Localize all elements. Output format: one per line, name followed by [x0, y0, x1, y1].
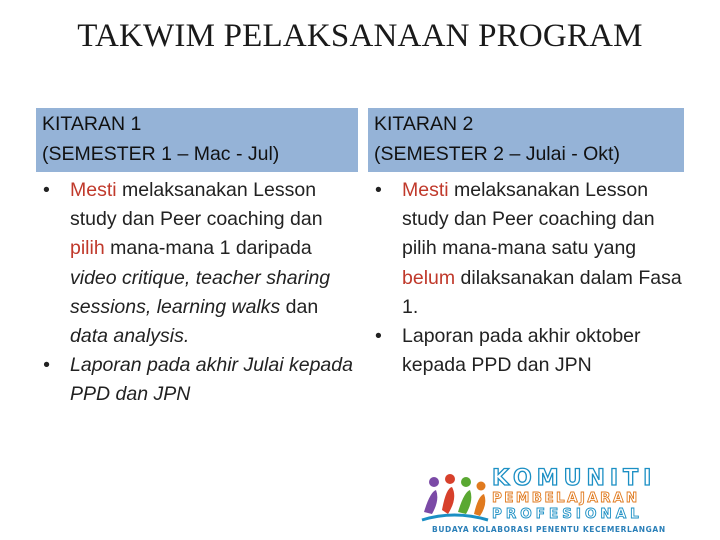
emphasis-text: Mesti	[402, 179, 449, 201]
logo-text-komuniti: KOMUNITI	[492, 466, 657, 491]
logo-text-profesional: PROFESIONAL	[492, 506, 643, 522]
column-header-kitaran-1	[36, 108, 358, 172]
body-text: melaksanakan Lesson study dan Peer coaching dan pilih mana-mana satu yang	[402, 179, 655, 260]
italic-text: data analysis.	[70, 325, 190, 348]
emphasis-text: pilih	[70, 237, 105, 260]
column-header-title: KITARAN 1	[42, 113, 142, 135]
logo-text-pembelajaran: PEMBELAJARAN	[492, 490, 640, 506]
column-body-kitaran-1	[40, 176, 358, 410]
body-text: dilaksanakan dalam Fasa 1.	[402, 266, 682, 318]
body-text: Laporan pada akhir Julai kepada PPD dan JPN	[70, 354, 353, 406]
emphasis-text: Mesti	[70, 179, 117, 201]
body-text: Laporan pada akhir oktober kepada PPD dan JPN	[402, 325, 641, 377]
bullet-item	[372, 176, 688, 322]
komuniti-pembelajaran-logo	[418, 466, 718, 540]
slide-title: TAKWIM PELAKSANAAN PROGRAM	[77, 18, 643, 54]
bullet-item	[372, 322, 688, 380]
column-body-kitaran-2	[372, 176, 688, 380]
column-header-subtitle: (SEMESTER 2 – Julai - Okt)	[374, 143, 620, 165]
column-header-title: KITARAN 2	[374, 113, 474, 135]
bullet-item	[40, 176, 358, 351]
emphasis-text: belum	[402, 266, 456, 289]
body-text: melaksanakan Lesson study dan Peer coaching dan	[70, 179, 323, 231]
body-text: mana-mana 1 daripada	[104, 237, 312, 260]
bullet-item	[40, 351, 358, 409]
italic-text: video critique, teacher sharing sessions, learning walks	[70, 266, 331, 318]
people-icon	[418, 470, 490, 530]
logo-tagline: BUDAYA KOLABORASI PENENTU KECEMERLANGAN	[432, 525, 666, 534]
column-header-kitaran-2	[368, 108, 684, 172]
column-header-subtitle: (SEMESTER 1 – Mac - Jul)	[42, 143, 280, 165]
body-text: dan	[280, 295, 319, 318]
